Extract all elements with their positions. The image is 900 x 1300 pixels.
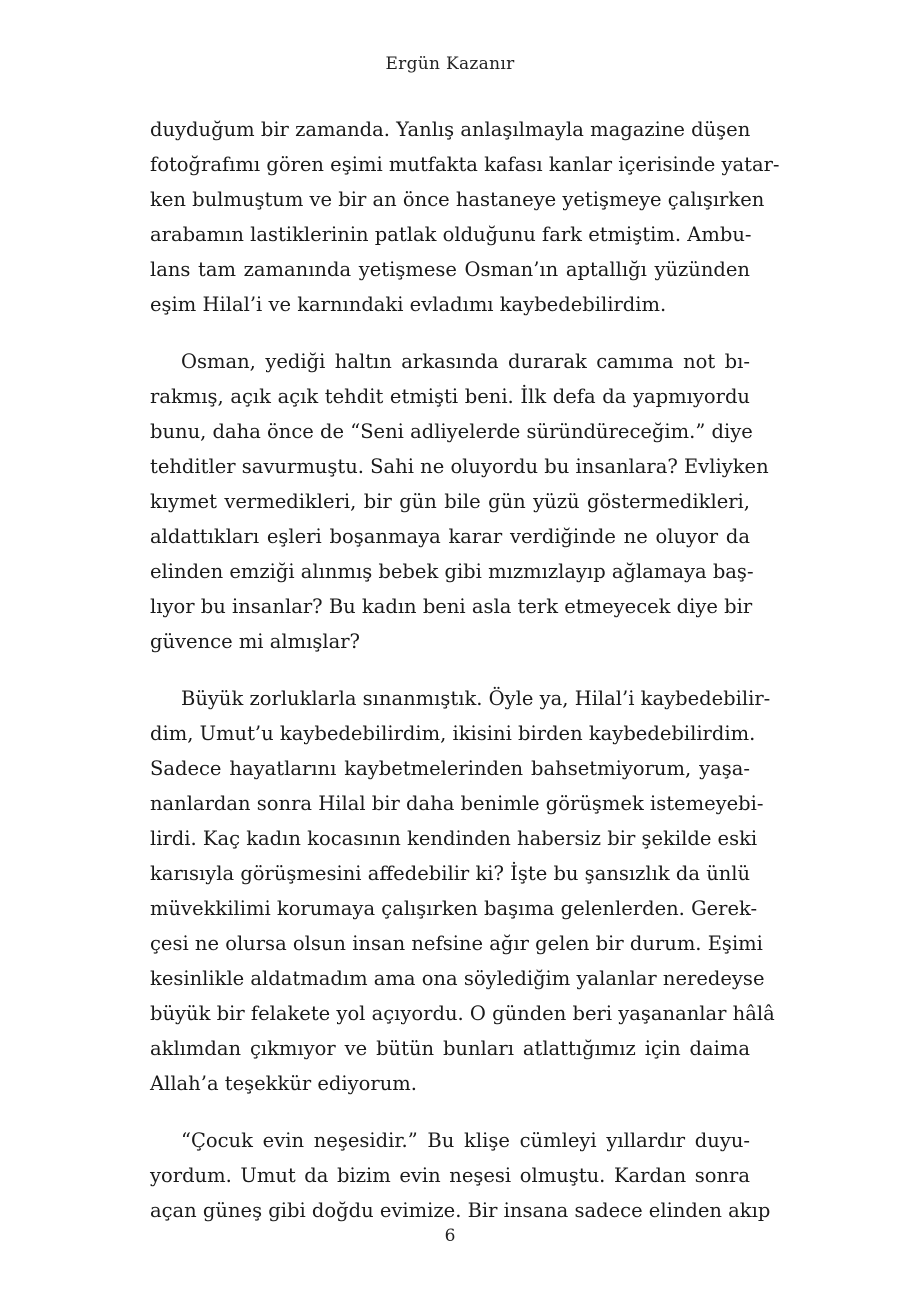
text-line: müvekkilimi korumaya çalışırken başıma gelenlerden. Gerek- [150,897,758,920]
text-line: dim, Umut’u kaybedebilirdim, ikisini birden kaybedebilirdim. [150,722,756,745]
text-line: rakmış, açık açık tehdit etmişti beni. İlk defa da yapmıyordu [150,385,750,408]
paragraph [150,344,769,659]
paragraph [150,681,775,1101]
text-line: açan güneş gibi doğdu evimize. Bir insana sadece elinden akıp [150,1199,771,1222]
text-line: lirdi. Kaç kadın kocasının kendinden habersiz bir şekilde eski [150,827,758,850]
text-line: aldattıkları eşleri boşanmaya karar verdiğinde ne oluyor da [150,525,750,548]
text-line: kesinlikle aldatmadım ama ona söylediğim yalanlar neredeyse [150,967,765,990]
text-line: çesi ne olursa olsun insan nefsine ağır gelen bir durum. Eşimi [150,932,763,955]
text-line: kıymet vermedikleri, bir gün bile gün yüzü göstermedikleri, [150,490,750,513]
text-line: lıyor bu insanlar? Bu kadın beni asla terk etmeyecek diye bir [150,595,753,618]
text-line: arabamın lastiklerinin patlak olduğunu fark etmiştim. Ambu- [150,223,752,246]
text-line: güvence mi almışlar? [150,630,360,653]
text-line: yordum. Umut da bizim evin neşesi olmuştu. Kardan sonra [150,1164,750,1187]
paragraph [150,1123,771,1228]
text-line: fotoğrafımı gören eşimi mutfakta kafası kanlar içerisinde yatar- [150,153,780,176]
text-line: Büyük zorluklarla sınanmıştık. Öyle ya, Hilal’i kaybedebilir- [181,687,771,710]
text-line: “Çocuk evin neşesidir.” Bu klişe cümleyi yıllardır duyu- [181,1129,750,1152]
running-header-author: Ergün Kazanır [385,54,515,74]
text-line: büyük bir felakete yol açıyordu. O günden beri yaşananlar hâlâ [150,1002,775,1025]
paragraph-spacer [150,322,750,344]
text-line: duyduğum bir zamanda. Yanlış anlaşılmayla magazine düşen [150,118,751,141]
text-line: eşim Hilal’i ve karnındaki evladımı kaybedebilirdim. [150,293,667,316]
page-number: 6 [444,1226,456,1246]
text-line: elinden emziği alınmış bebek gibi mızmızlayıp ağlamaya baş- [150,560,754,583]
body-text [150,112,780,1228]
text-line: aklımdan çıkmıyor ve bütün bunları atlattığımız için daima [150,1037,750,1060]
paragraph-spacer [150,659,750,681]
text-line: ken bulmuştum ve bir an önce hastaneye yetişmeye çalışırken [150,188,765,211]
text-line: Sadece hayatlarını kaybetmelerinden bahsetmiyorum, yaşa- [150,757,750,780]
text-line: Allah’a teşekkür ediyorum. [150,1072,417,1095]
text-line: bunu, daha önce de “Seni adliyelerde süründüreceğim.” diye [150,420,753,443]
text-line: lans tam zamanında yetişmese Osman’ın aptallığı yüzünden [150,258,750,281]
paragraph-spacer [150,1101,750,1123]
text-line: nanlardan sonra Hilal bir daha benimle görüşmek istemeyebi- [150,792,764,815]
paragraph [150,112,780,322]
text-line: karısıyla görüşmesini affedebilir ki? İşte bu şansızlık da ünlü [150,862,751,885]
text-line: Osman, yediği haltın arkasında durarak camıma not bı- [181,350,750,373]
text-line: tehditler savurmuştu. Sahi ne oluyordu bu insanlara? Evliyken [150,455,769,478]
